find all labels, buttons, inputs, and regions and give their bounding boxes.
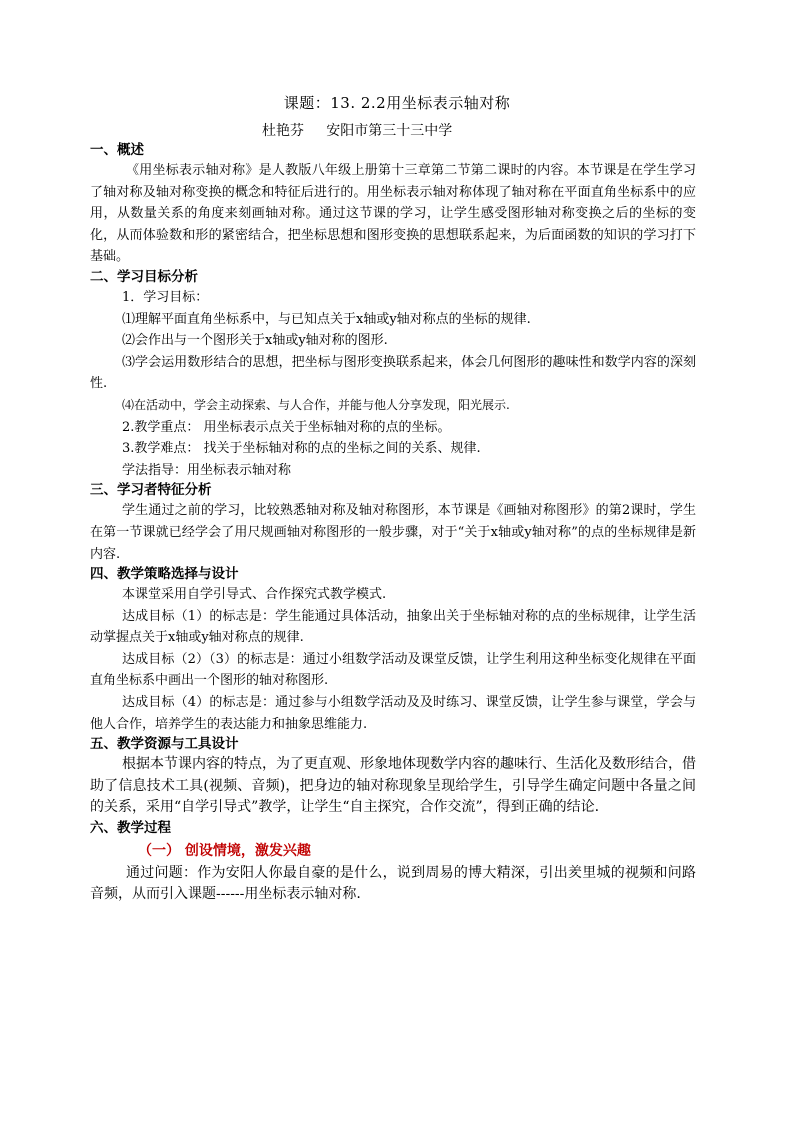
process-paragraph-1: 通过问题：作为安阳人你最自豪的是什么，说到周易的博大精深，引出羑里城的视频和问路音频，从而引入课题------用坐标表示轴对称.: [90, 864, 696, 903]
goal-item-1: ⑴理解平面直角坐标系中，与已知点关于x轴或y轴对称点的坐标的规律.: [122, 311, 531, 327]
section-heading-resources: 五、教学资源与工具设计: [90, 736, 239, 753]
goal-item-2: ⑵会作出与一个图形关于x轴或y轴对称的图形.: [122, 333, 388, 349]
strategy-paragraph-4: 达成目标（4）的标志是：通过参与小组数学活动及及时练习、课堂反馈，让学生参与课堂，学会与他人合作，培养学生的表达能力和抽象思维能力.: [90, 695, 696, 732]
strategy-paragraph-1: 本课堂采用自学引导式、合作探究式教学模式.: [122, 587, 387, 603]
section-heading-strategy: 四、教学策略选择与设计: [90, 566, 239, 583]
goal-item-4: ⑷在活动中，学会主动探索、与人合作，并能与他人分享发现，阳光展示.: [122, 397, 510, 412]
author-line: 杜艳芬 安阳市第三十三中学: [262, 123, 453, 139]
resources-paragraph: 根据本节课内容的特点，为了更直观、形象地体现数学内容的趣味行、生活化及数形结合，借助了信息技术工具(视频、音频)，把身边的轴对称现象呈现给学生，引导学生确定问题中各量之间的关系，采用“自学引导式”教学，让学生“自主探究，合作交流”，得到正确的结论.: [90, 756, 696, 816]
overview-paragraph: 《用坐标表示轴对称》是人教版八年级上册第十三章第二节第二课时的内容。本节课是在学生学习了轴对称及轴对称变换的概念和特征后进行的。用坐标表示轴对称体现了轴对称在平面直角坐标系中的应用，从数量关系的角度来刻画轴对称。通过这节课的学习，让学生感受图形轴对称变换之后的坐标的变化，从而体验数和形的紧密结合，把坐标思想和图形变换的思想联系起来，为后面函数的知识的学习打下基础。: [90, 163, 696, 265]
difficult-point: 3.教学难点： 找关于坐标轴对称的点的坐标之间的关系、规律.: [122, 441, 481, 457]
goal-label: 1．学习目标：: [122, 289, 209, 305]
section-heading-learners: 三、学习者特征分析: [90, 482, 212, 499]
section-heading-overview: 一、概述: [90, 142, 144, 158]
document-body: [90, 141, 696, 906]
strategy-paragraph-3: 达成目标（2）（3）的标志是：通过小组数学活动及课堂反馈，让学生利用这种坐标变化规律在平面直角坐标系中画出一个图形的轴对称图形.: [90, 651, 696, 689]
learners-paragraph: 学生通过之前的学习，比较熟悉轴对称及轴对称图形，本节课是《画轴对称图形》的第2课时，学生在第一节课就已经学会了用尺规画轴对称图形的一般步骤，对于“关于x轴或y轴对称”的点的坐标规律是新内容.: [90, 503, 696, 562]
method-guidance: 学法指导：用坐标表示轴对称: [122, 462, 292, 478]
key-point: 2.教学重点： 用坐标表示点关于坐标轴对称的点的坐标。: [122, 419, 451, 435]
section-heading-goals: 二、学习目标分析: [90, 268, 198, 285]
document-title: 课题：13. 2.2用坐标表示轴对称: [283, 94, 511, 112]
strategy-paragraph-2: 达成目标（1）的标志是：学生能通过具体活动，抽象出关于坐标轴对称的点的坐标规律，让学生活动掌握点关于x轴或y轴对称点的规律.: [90, 608, 696, 646]
subsection-heading-1: （一） 创设情境，激发兴趣: [138, 842, 311, 859]
section-heading-process: 六、教学过程: [90, 819, 171, 836]
goal-item-3: ⑶学会运用数形结合的思想，把坐标与图形变换联系起来，体会几何图形的趣味性和数学内容的深刻性.: [90, 354, 696, 392]
